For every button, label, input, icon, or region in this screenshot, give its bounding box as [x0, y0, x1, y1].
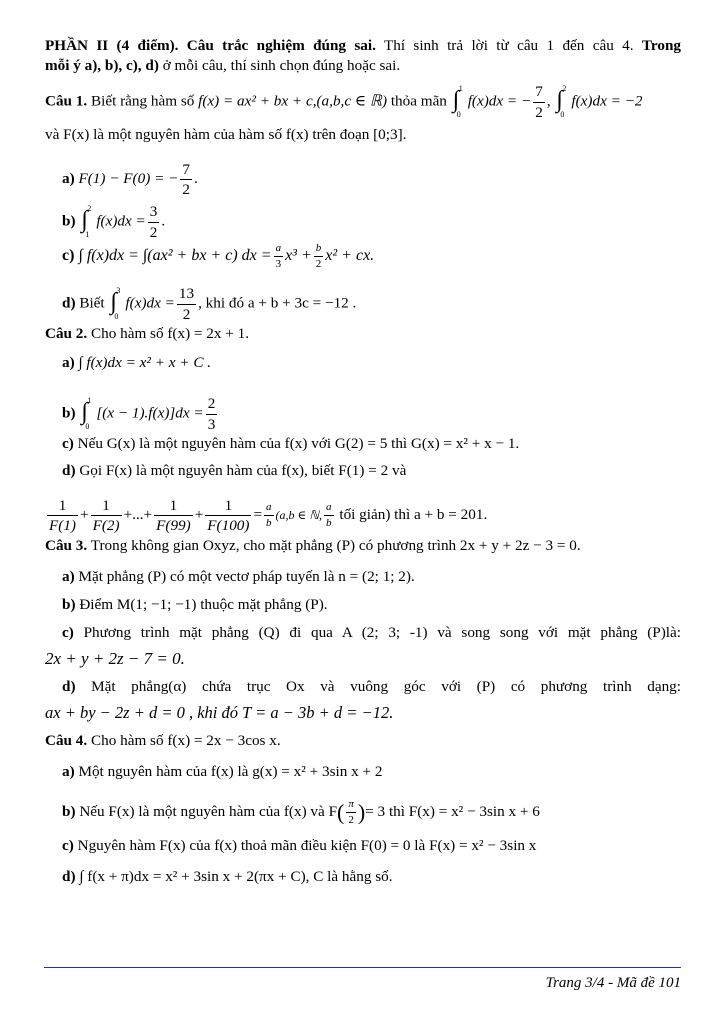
- q3-c-label: c): [62, 624, 74, 641]
- q2-d-term-4: $\frac{1}{F(100)}$: [207, 497, 250, 535]
- footer-page-info: Trang 3/4 - Mã đề 101: [545, 975, 681, 991]
- part-title: PHẦN II (4 điểm). Câu trắc nghiệm đúng sai.: [45, 37, 376, 54]
- q2-label: Câu 2.: [45, 325, 88, 342]
- q1-a-fraction: $\frac{7}{2}$: [182, 161, 190, 199]
- q1-stem: Câu 1. Biết rằng hàm số f(x) = ax² + bx + c,(a,b,c ∈ ℝ) thỏa mãn ∫ 1 0 f(x)dx = − $\frac{7}{2}$ , ∫ 2 0 f(x)dx = −2: [45, 83, 643, 121]
- q4-c-text: Nguyên hàm F(x) của f(x) thoả mãn điều kiện F(0) = 0 là F(x) = x² − 3sin x: [77, 837, 537, 854]
- q1-c-label: c): [62, 247, 75, 265]
- q1-d-integral: ∫ 3 0: [110, 286, 121, 321]
- q3-b-label: b): [62, 596, 76, 613]
- q3-option-b: [62, 596, 681, 614]
- q4-intro: Cho hàm số f(x) = 2x − 3cos x.: [91, 732, 281, 749]
- q2-option-c: [62, 435, 681, 453]
- q2-stem: [45, 325, 681, 343]
- q2-b-integral: ∫ 1 0: [81, 396, 92, 431]
- q1-cond1: f(x)dx = −: [467, 92, 532, 110]
- q3-a-label: a): [62, 568, 75, 585]
- footer-divider: [44, 967, 681, 968]
- q2-option-b: [62, 396, 681, 432]
- q1-c-fraction-1: $\frac{a}{3}$: [275, 242, 282, 270]
- q2-d-rest: tối giản) thì a + b = 201.: [339, 506, 488, 524]
- q1-d-fraction: $\frac{13}{2}$: [178, 285, 195, 323]
- part-header-line2: [45, 57, 681, 75]
- q3-a-text: Mặt phẳng (P) có một vectơ pháp tuyến là n = (2; 1; 2).: [78, 568, 415, 585]
- q4-d-text: ∫ f(x + π)dx = x² + 3sin x + 2(πx + C), C là hằng số.: [79, 868, 393, 885]
- q4-b-fraction: $\frac{\pi}{2}$: [348, 798, 354, 826]
- q4-a-text: Một nguyên hàm của f(x) là g(x) = x² + 3sin x + 2: [78, 763, 383, 780]
- q1-label: Câu 1.: [45, 92, 88, 110]
- q1-integral-1: ∫ 1 0: [452, 84, 463, 119]
- q1-b-fraction: $\frac{3}{2}$: [149, 203, 158, 241]
- q2-option-d: [62, 462, 681, 480]
- q1-d-biet: Biết: [79, 294, 105, 312]
- q1-integral-2: ∫ 2 0: [556, 84, 567, 119]
- q1-b-label: b): [62, 212, 76, 230]
- q1-d-label: d): [62, 294, 76, 312]
- q1-a-text: F(1) − F(0) = −: [78, 170, 179, 188]
- q3-stem: [45, 537, 681, 555]
- q1-b-integral: ∫ 2 1: [81, 204, 92, 239]
- q4-b-text1: Nếu F(x) là một nguyên hàm của f(x) và F: [79, 802, 338, 820]
- q1-a-label: a): [62, 170, 75, 188]
- q1-option-b: b) ∫ 2 1 f(x)dx = $\frac{3}{2}$ .: [62, 203, 166, 241]
- q4-option-c: [62, 837, 681, 855]
- q4-stem: [45, 732, 681, 750]
- part-header-line1: [45, 37, 681, 55]
- q4-c-label: c): [62, 837, 74, 854]
- q3-option-c: [62, 624, 681, 642]
- q1-stem-line2: và F(x) là một nguyên hàm của hàm số f(x) trên đoạn [0;3].: [45, 126, 407, 143]
- q4-option-d: [62, 868, 681, 886]
- q1-d-text: f(x)dx =: [125, 294, 175, 312]
- q2-a-label: a): [62, 354, 75, 371]
- q3-option-d: [62, 678, 681, 696]
- q2-d-term-2: $\frac{1}{F(2)}$: [92, 497, 120, 535]
- q2-b-fraction: $\frac{2}{3}$: [207, 395, 216, 433]
- q4-label: Câu 4.: [45, 732, 88, 749]
- q4-option-a: [62, 763, 681, 781]
- q2-intro: Cho hàm số f(x) = 2x + 1.: [91, 325, 250, 342]
- q3-c-equation: 2x + y + 2z − 7 = 0.: [45, 649, 185, 668]
- q2-d-sum: $\frac{1}{F(1)}$ + $\frac{1}{F(2)}$ +...+ $\frac{1}{F(99)}$ + $\frac{1}{F(100)}$ = $\frac{a}{b}$ (a,b ∈ ℕ, $\frac{a}{b}$ tối giản) thì a + b = 201.: [49, 497, 488, 535]
- q3-c-text: Phương trình mặt phẳng (Q) đi qua A (2; 3; -1) và song song với mặt phẳng (P)là:: [83, 624, 681, 641]
- instruction-rest: ở mỗi câu, thí sinh chọn đúng hoặc sai.: [162, 57, 401, 74]
- q1-function: f(x) = ax² + bx + c,(a,b,c ∈ ℝ): [198, 92, 388, 110]
- q2-d-eq-fraction: $\frac{a}{b}$: [266, 501, 272, 530]
- q4-b-text2: = 3 thì F(x) = x² − 3sin x + 6: [365, 802, 540, 820]
- q1-cond2: f(x)dx = −2: [571, 92, 643, 110]
- q2-a-text: ∫ f(x)dx = x² + x + C .: [78, 354, 212, 371]
- q4-option-b: b) Nếu F(x) là một nguyên hàm của f(x) và F( $\frac{\pi}{2}$ )= 3 thì F(x) = x² − 3sin x + 6: [62, 798, 540, 826]
- q2-b-text: [(x − 1).f(x)]dx =: [96, 404, 204, 422]
- q2-c-label: c): [62, 435, 74, 452]
- q1-d-rest: , khi đó a + b + 3c = −12 .: [198, 294, 357, 312]
- q1-c-end: x² + cx.: [325, 247, 375, 265]
- instruction-bold-2: mỗi ý a), b), c), d): [45, 57, 159, 74]
- q1-satisfies: thỏa mãn: [390, 92, 447, 110]
- instruction-bold: Trong: [641, 37, 682, 54]
- q4-b-label: b): [62, 802, 76, 820]
- q1-c-mid: x³ +: [285, 247, 312, 265]
- q1-intro: Biết rằng hàm số: [91, 92, 195, 110]
- q2-b-label: b): [62, 404, 76, 422]
- q1-c-text: ∫ f(x)dx = ∫(ax² + bx + c) dx =: [78, 247, 272, 265]
- q2-d-dots: +...+: [123, 506, 153, 524]
- q4-a-label: a): [62, 763, 75, 780]
- q2-d-cond: (a,b ∈ ℕ,: [275, 508, 323, 523]
- q1-c-fraction-2: $\frac{b}{2}$: [315, 242, 322, 270]
- q3-intro: Trong không gian Oxyz, cho mặt phẳng (P) có phương trình 2x + y + 2z − 3 = 0.: [90, 537, 581, 554]
- q3-d-text: Mặt phẳng(α) chứa trục Ox và vuông góc với (P) có phương trình dạng:: [91, 678, 681, 695]
- q2-d-label: d): [62, 462, 76, 479]
- instruction-text: Thí sinh trả lời từ câu 1 đến câu 4.: [383, 37, 634, 54]
- q3-d-label: d): [62, 678, 76, 695]
- q1-option-d: [62, 286, 681, 322]
- q2-d-text: Gọi F(x) là một nguyên hàm của f(x), biết F(1) = 2 và: [79, 462, 407, 479]
- q1-option-c: [62, 243, 681, 270]
- q2-option-a: [62, 354, 681, 372]
- q1-cond1-fraction: $\frac{7}{2}$: [535, 83, 543, 121]
- q3-b-text: Điểm M(1; −1; −1) thuộc mặt phẳng (P).: [79, 596, 328, 613]
- q4-d-label: d): [62, 868, 76, 885]
- q2-c-text: Nếu G(x) là một nguyên hàm của f(x) với G(2) = 5 thì G(x) = x² + x − 1.: [77, 435, 520, 452]
- q1-b-text: f(x)dx =: [96, 212, 146, 230]
- q3-label: Câu 3.: [45, 537, 88, 554]
- q2-d-cond-fraction: $\frac{a}{b}$: [326, 501, 332, 530]
- q3-option-a: [62, 568, 681, 586]
- q3-d-equation: ax + by − 2z + d = 0 , khi đó T = a − 3b + d = −12.: [45, 703, 394, 722]
- q1-option-a: a) F(1) − F(0) = − $\frac{7}{2}$ .: [62, 161, 198, 199]
- q2-d-term-1: $\frac{1}{F(1)}$: [49, 497, 76, 535]
- q2-d-term-3: $\frac{1}{F(99)}$: [156, 497, 191, 535]
